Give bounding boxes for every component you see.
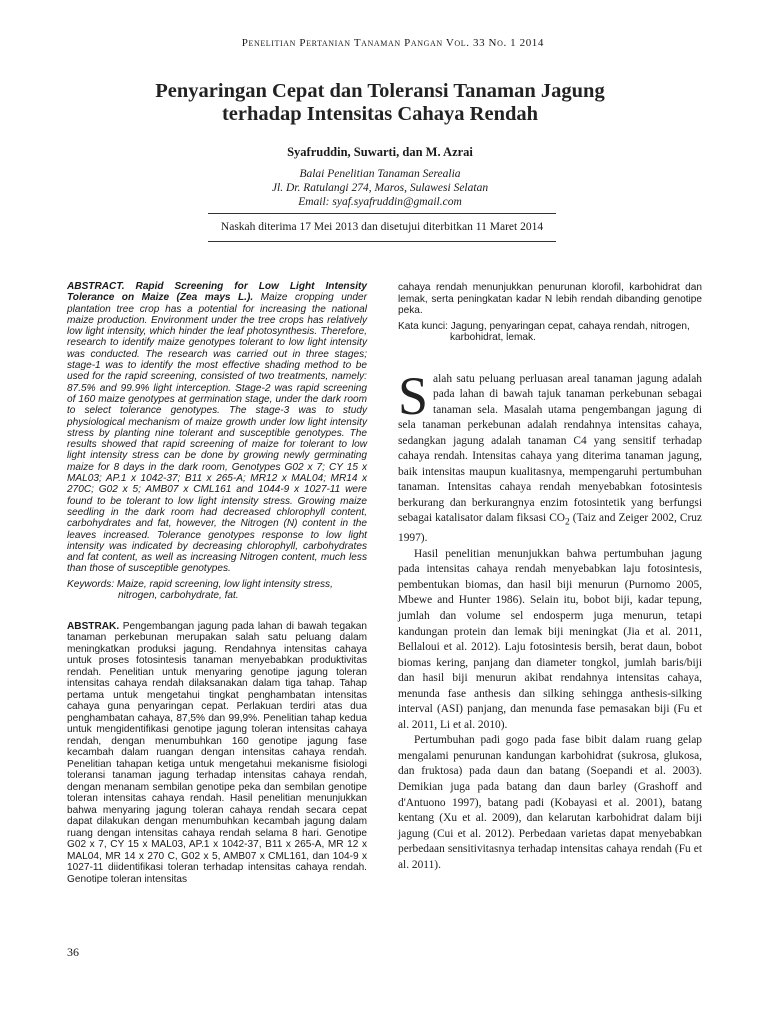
body-paragraph-1-text: alah satu peluang perluasan areal tanaman jagung adalah pada lahan di bawah tajuk tanaman perkebunan sebagai tanaman sela. Masalah utama pengembangan jagung di sela tanaman perkebunan adalah rendahnya intensitas cahaya, sedangkan jagung adalah tanaman C4 yang sensitif terhadap cahaya rendah. Intensitas cahaya yang diterima tanaman jagung, baik intensitas maupun kualitasnya, mempengaruhi pertumbuhan tanaman. Intensitas cahaya rendah menyebabkan fotosintesis berkurang dan berkurangnya enzim fotosintetik yang berfungsi sebagai katalisator dalam fiksasi CO xyxy=(398,372,702,525)
abstract-indonesian-lead: ABSTRAK. xyxy=(67,620,120,632)
left-column xyxy=(67,281,367,885)
body-paragraph-1-end: (Taiz and Zeiger 2002, Cruz 1997). xyxy=(398,512,702,545)
institution: Balai Penelitian Tanaman Serealia xyxy=(299,168,461,180)
paper-title xyxy=(100,80,660,126)
right-column xyxy=(398,282,702,873)
title-line-2: terhadap Intensitas Cahaya Rendah xyxy=(221,103,539,125)
body-paragraph-2: Hasil penelitian menunjukkan bahwa pertumbuhan jagung pada intensitas cahaya rendah menyebabkan laju fotosintesis, pembentukan biomas, dan hasil biji menurun (Purnomo 2005, Mbewe and Hunter 1986). Selain itu, bobot biji, kadar tepung, jumlah dan volume sel endosperm juga menurun, tetapi kandungan protein dan lemak biji meningkat (Jia et al. 2011, Bellaloui et al. 2012). Laju fotosintesis bersih, berat daun, bobot biomas kering, panjang dan diameter tongkol, jumlah baris/biji dan hasil biji menurun akibat rendahnya intensitas cahaya, menunda fase anthesis dan silking sehingga anthesis-silking interval (ASI) panjang, dan menunda fase pemasakan biji (Fu et al. 2011, Li et al. 2010). xyxy=(398,547,702,731)
authors: Syafruddin, Suwarti, dan M. Azrai xyxy=(287,145,473,159)
abstract-english-lead: ABSTRACT. Rapid Screening for Low Light Intensity Tolerance on Maize (Zea mays L.). xyxy=(67,281,367,304)
body-paragraph-3: Pertumbuhan padi gogo pada fase bibit dalam ruang gelap mengalami penurunan kandungan karbohidrat (sukrosa, glukosa, dan fruktosa) pada daun dan batang (Soepandi et al. 2003). Demikian juga pada batang dan daun barley (Grashoff and d'Antuono 1997), batang padi (Kobayasi et al. 2001), batang kentang (Xu et al. 2009), dan kelarutan karbohidrat dalam biji jagung (Cui et al. 2012). Perbedaan varietas dapat menyebabkan perbedaan sensitivitasnya terhadap intensitas cahaya rendah (Fu et al. 2011). xyxy=(398,734,702,871)
divider-bottom xyxy=(208,241,556,242)
abstract-english xyxy=(67,281,367,575)
title-line-1: Penyaringan Cepat dan Toleransi Tanaman Jagung xyxy=(155,80,605,102)
received-date: Naskah diterima 17 Mei 2013 dan disetujui diterbitkan 11 Maret 2014 xyxy=(220,221,544,233)
affiliation xyxy=(180,167,580,209)
page-number: 36 xyxy=(67,945,79,959)
address: Jl. Dr. Ratulangi 274, Maros, Sulawesi Selatan xyxy=(271,182,489,194)
drop-cap: S xyxy=(398,365,429,426)
co2-subscript: 2 xyxy=(565,517,570,528)
abstract-indonesian-continued: cahaya rendah menunjukkan penurunan klorofil, karbohidrat dan lemak, serta peningkatan kadar N lebih rendah dibanding genotipe peka. xyxy=(398,282,702,316)
journal-header: Penelitian Pertanian Tanaman Pangan Vol. 33 No. 1 2014 xyxy=(241,37,544,49)
divider-top xyxy=(208,213,556,214)
body-paragraph-1 xyxy=(398,365,702,547)
email[interactable]: Email: syaf.syafruddin@gmail.com xyxy=(298,196,462,208)
abstract-indonesian xyxy=(67,621,367,886)
abstract-english-text: Maize cropping under plantation tree crop has a potential for increasing the national maize production. Environment under the tree crops has relatively low light intensity, which hinder the leaf photosynthesis. Therefore, research to identify maize genotypes tolerant to low light intensity was conducted. The research was carried out in three stages; stage-1 was to identify the most effective shading method to be used for the rapid screening, consisted of two treatments, namely: 87.5% and 99.9% light interception. Stage-2 was rapid screening of 160 maize genotypes at germination stage, under the dark room to select tolerance genotypes. The stage-3 was to study physiological mechanism of maize growth under low light intensity stress by planting nine tolerant and susceptible genotypes. The results showed that rapid screening of maize for tolerant to low light intensity stress can be done by growing newly germinating maize for 8 days in the dark room, Genotypes G02 x 7; CY 15 x MAL03; AP.1 x 1042-37; B11 x 265-A; MR12 x MAL04; MR14 x 270C; G02 x 5; AMB07 x CML161 and 1044-9 x 1027-11 were found to be tolerant to low light intensity stress. Growing maize seedling in the dark room had decreased chlorophyll content, carbohydrates and fat, however, the Nitrogen (N) content in the leaves increased. Tolerance genotypes response to low light intensity was indicated by decreasing chlorophyll, carbohydrates and fat content, as well as increasing Nitrogen content, much less than those of susceptible genotypes. xyxy=(67,292,368,575)
keywords-english: Keywords: Maize, rapid screening, low light intensity stress, nitrogen, carbohydrate, fat. xyxy=(67,578,333,602)
abstract-indonesian-text: Pengembangan jagung pada lahan di bawah tegakan tanaman perkebunan merupakan salah satu peluang dalam meningkatkan produksi jagung. Rendahnya intensitas cahaya untuk proses fotosintesis tanaman menyebabkan produktivitas rendah. Penelitian untuk menyaring genotipe jagung toleran intensitas cahaya rendah dilaksanakan dalam tiga tahap. Tahap pertama untuk mengetahui tingkat penghambatan intensitas cahaya guna penyaringan cepat. Perlakuan terdiri atas dua penghambatan cahaya, 87,5% dan 99,9%. Penelitian tahap kedua untuk mengidentifikasi genotipe jagung toleran intensitas cahaya rendah, dengan menumbuhkan 160 genotipe jagung fase kecambah dalam ruangan dengan intensitas cahaya rendah. Penelitian tahapan ketiga untuk mengetahui mekanisme fisiologi toleransi tanaman jagung terhadap intensitas cahaya rendah, dengan menanam sembilan genotipe peka dan sembilan genotipe toleran intensitas cahaya rendah. Hasil penelitian menunjukkan bahwa menyaring jagung toleran cahaya rendah secara cepat dapat dilakukan dengan menumbuhkan kecambah jagung dalam ruang dengan intensitas cahaya rendah selama 8 hari. Genotipe G02 x 7, CY 15 x MAL03, AP.1 x 1042-37, B11 x 265-A, MR 12 x MAL04, MR 14 x 270 C, G02 x 5, AMB07 x CML161, dan 104-9 x 1027-11 diidentifikasi toleran terhadap intensitas cahaya rendah. Genotipe toleran intensitas xyxy=(67,620,367,885)
keywords-indonesian: Kata kunci: Jagung, penyaringan cepat, cahaya rendah, nitrogen, karbohidrat, lemak. xyxy=(398,320,690,343)
